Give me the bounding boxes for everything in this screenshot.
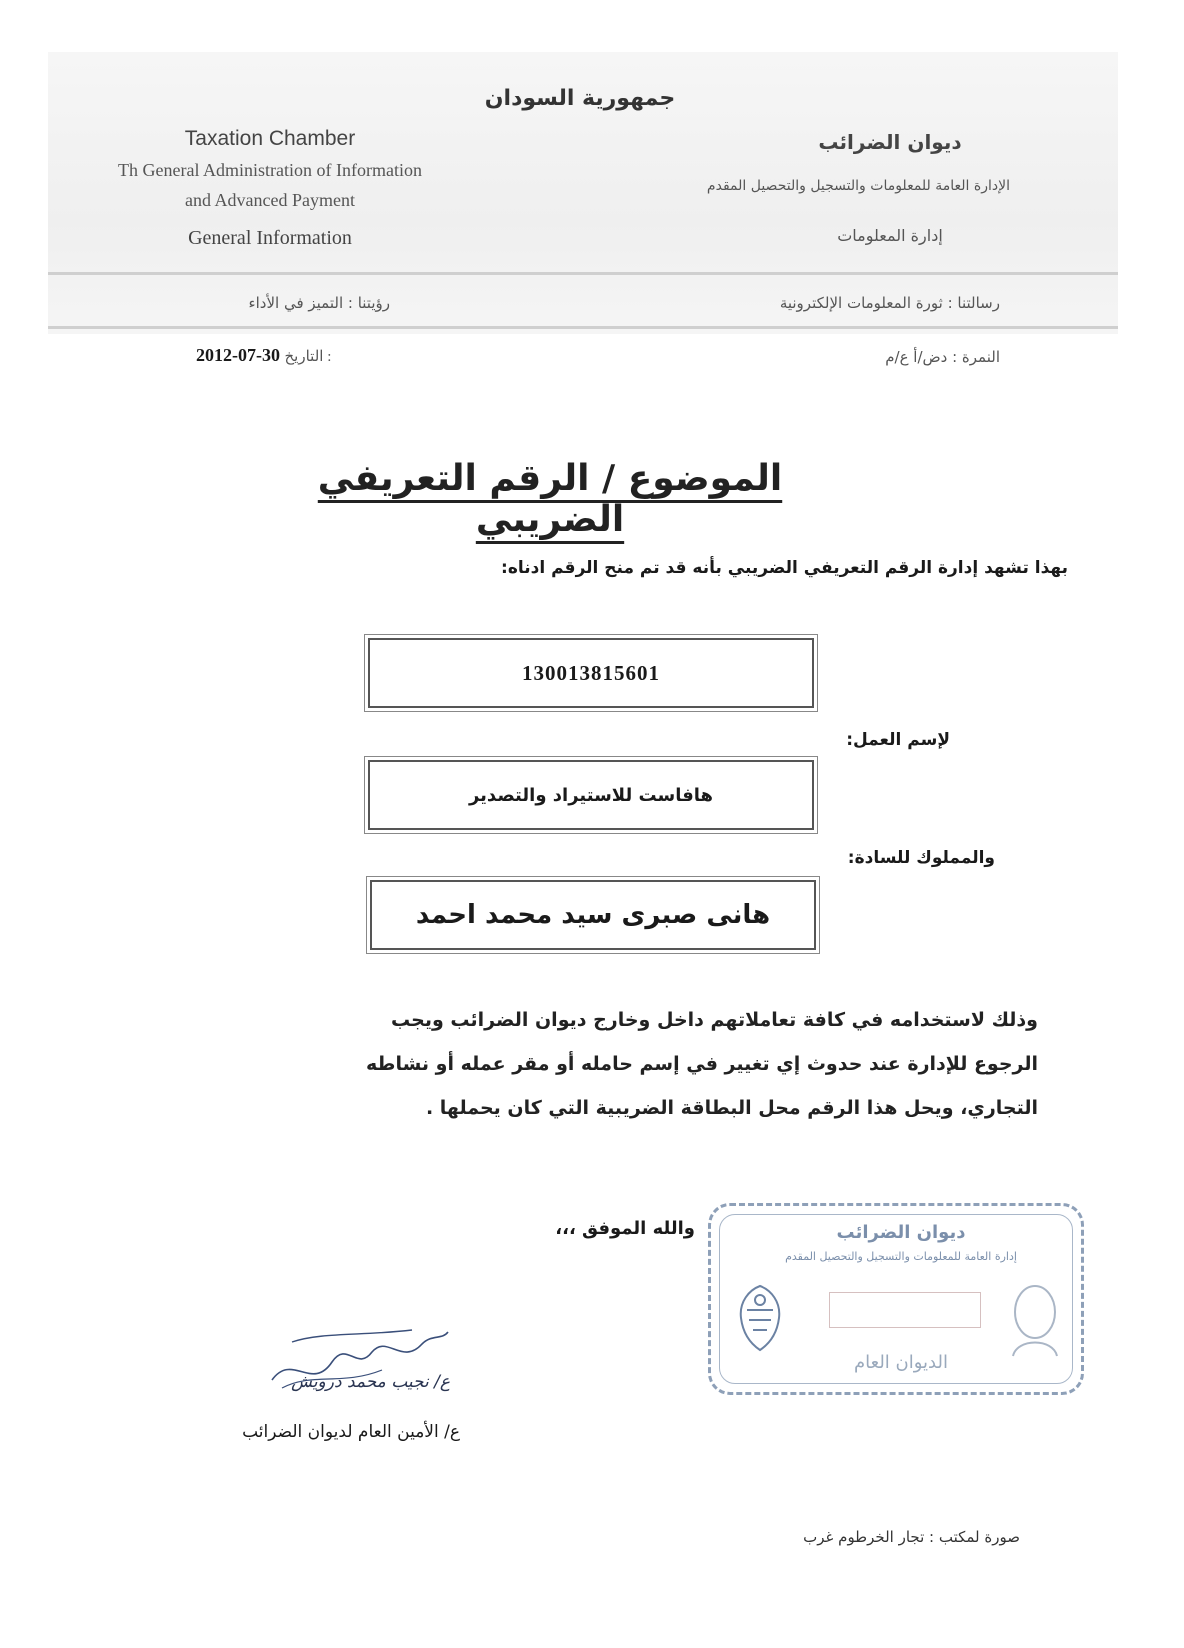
official-stamp [708, 1203, 1084, 1395]
owner-name-box [370, 880, 816, 950]
signatory-name: ع/ نجيب محمد درويش [291, 1372, 450, 1392]
en-line1: Th General Administration of Information [118, 160, 422, 180]
business-name-label: لإسم العمل: [846, 730, 950, 750]
en-dept: General Information [188, 227, 352, 249]
reference-number: النمرة : دض/أ ع/م [885, 348, 1000, 366]
stamp-date-mark [829, 1292, 981, 1328]
subject-title: الموضوع / الرقم التعريفي الضريبي [317, 458, 783, 540]
stamp-line-2: إدارة العامة للمعلومات والتسجيل والتحصيل المقدم [785, 1250, 1017, 1263]
body-paragraph [318, 998, 1038, 1130]
tax-number: 130013815601 [522, 660, 660, 685]
date-line [196, 345, 396, 366]
business-name: هافاست للاستيراد والتصدير [468, 784, 714, 806]
tax-number-box [368, 638, 814, 708]
vision-text: رؤيتنا : التميز في الأداء [248, 294, 390, 312]
emblem-icon [729, 1280, 791, 1360]
header-separator-bottom [48, 326, 1118, 329]
en-title: Taxation Chamber [184, 127, 356, 150]
portrait-icon [1003, 1278, 1067, 1362]
intro-text: بهذا تشهد إدارة الرقم التعريفي الضريبي بأنه قد تم منح الرقم ادناه: [501, 558, 1068, 578]
republic-title: جمهورية السودان [484, 86, 676, 111]
copy-to-line: صورة لمكتب : تجار الخرطوم غرب [803, 1528, 1020, 1546]
ar-title: ديوان الضرائب [818, 130, 962, 154]
ar-dept: إدارة المعلومات [837, 226, 943, 245]
date-label: التاريخ : [284, 349, 332, 365]
date-value: 2012-07-30 [196, 345, 280, 365]
en-line2: and Advanced Payment [185, 190, 355, 210]
ar-line1: الإدارة العامة للمعلومات والتسجيل والتحصيل المقدم [706, 178, 1010, 194]
paragraph-line-3: التجاري، ويحل هذا الرقم محل البطاقة الضريبية التي كان يحملها . [425, 1097, 1038, 1119]
paragraph-line-2: الرجوع للإدارة عند حدوث إي تغيير في إسم حامله أو مقر عمله أو نشاطه [366, 1053, 1038, 1075]
owner-name: هانى صبرى سيد محمد احمد [415, 900, 771, 930]
signatory-title: ع/ الأمين العام لديوان الضرائب [242, 1422, 460, 1442]
header-separator-top [48, 272, 1118, 275]
owner-label: والمملوك للسادة: [847, 848, 995, 868]
business-name-box [368, 760, 814, 830]
stamp-line-1: ديوان الضرائب [836, 1222, 966, 1243]
stamp-line-3: الديوان العام [854, 1352, 948, 1373]
mission-text: رسالتنا : ثورة المعلومات الإلكترونية [779, 294, 1000, 312]
paragraph-line-1: وذلك لاستخدامه في كافة تعاملاتهم داخل وخارج ديوان الضرائب ويجب [391, 1009, 1038, 1031]
closing-text: والله الموفق ،،، [555, 1218, 695, 1239]
